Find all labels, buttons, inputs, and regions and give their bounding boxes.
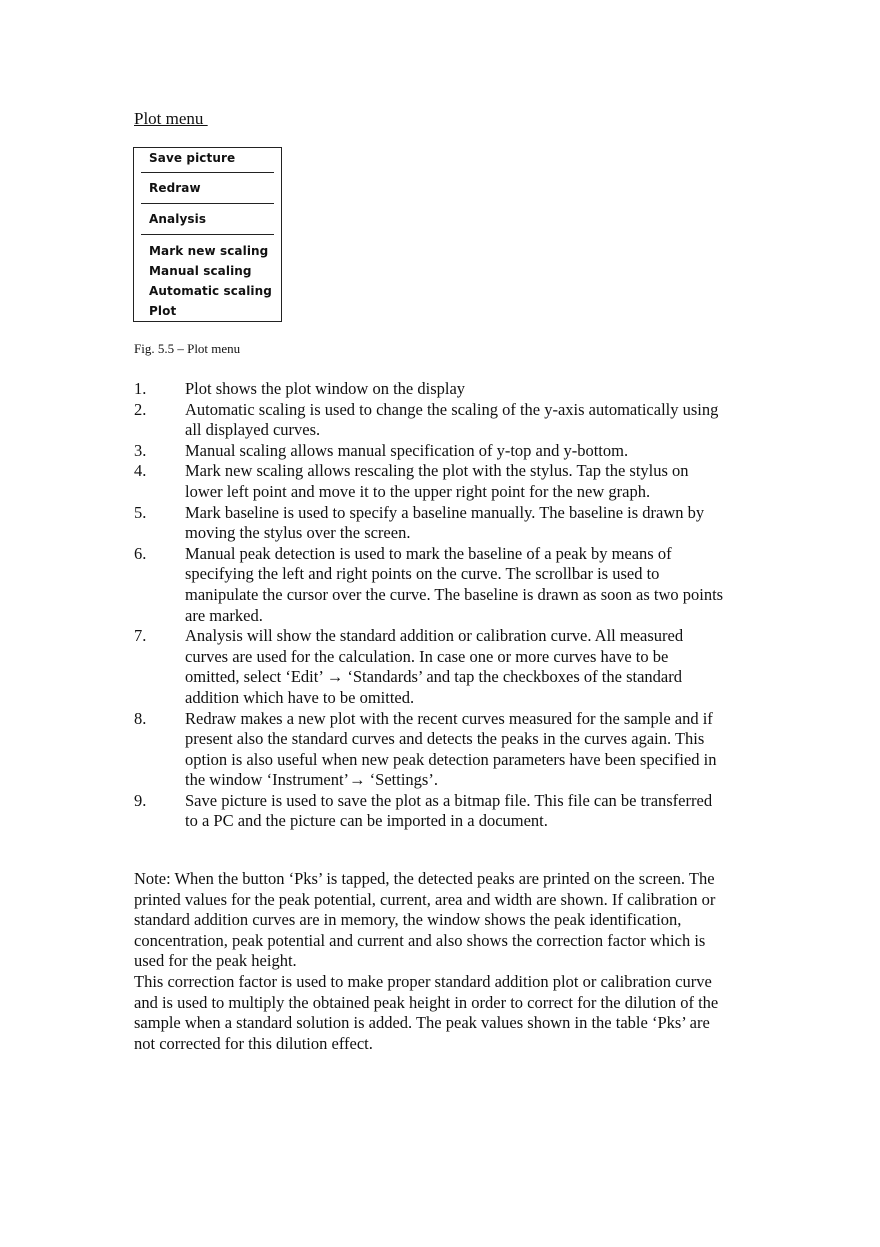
list-text: Plot shows the plot window on the display	[185, 379, 466, 398]
list-item	[134, 441, 724, 462]
list-number: 9.	[134, 790, 147, 810]
figure-caption: Fig. 5.5 – Plot menu	[134, 341, 241, 356]
list-item	[134, 400, 724, 441]
menu-separator	[141, 203, 274, 204]
list-number: 2.	[134, 399, 147, 419]
menu-item-save-picture[interactable]: Save picture	[149, 151, 236, 165]
note-section	[134, 869, 734, 1054]
list-number: 1.	[134, 379, 147, 398]
list-item	[134, 503, 724, 544]
menu-item-automatic-scaling[interactable]: Automatic scaling	[149, 284, 272, 298]
list-item	[134, 791, 724, 832]
list-text: Redraw makes a new plot with the recent curves measured for the sample and if present also the standard curves and detects the peaks in the curves again. This option is also useful when new peak detection parameters have been specified in the window ‘Instrument’→ ‘Settings’.	[185, 708, 717, 790]
plot-menu	[133, 147, 282, 322]
list-text: Automatic scaling is used to change the scaling of the y-axis automatically using all displayed curves.	[185, 399, 719, 440]
note-paragraph: Note: When the button ‘Pks’ is tapped, the detected peaks are printed on the screen. The printed values for the peak potential, current, area and width are shown. If calibration or standard addition curves are in memory, the window shows the peak identification, concentration, peak potential and current and also shows the correction factor which is used for the peak height.	[134, 869, 716, 971]
list-number: 6.	[134, 543, 147, 563]
list-number: 8.	[134, 708, 147, 728]
list-item	[134, 626, 724, 708]
list-text: Manual peak detection is used to mark the baseline of a peak by means of specifying the left and right points on the curve. The scrollbar is used to manipulate the cursor over the curve. The baseline is drawn as soon as two points are marked.	[185, 543, 724, 625]
note-paragraph: This correction factor is used to make proper standard addition plot or calibration curve and is used to multiply the obtained peak height in order to correct for the dilution of the sample when a standard solution is added. The peak values shown in the table ‘Pks’ are not corrected for this dilution effect.	[134, 971, 719, 1053]
menu-separator	[141, 234, 274, 235]
numbered-list	[134, 379, 724, 832]
menu-separator	[141, 172, 274, 173]
page-heading: Plot menu	[134, 109, 208, 128]
menu-item-manual-scaling[interactable]: Manual scaling	[149, 264, 252, 278]
list-item	[134, 379, 724, 400]
list-text: Mark baseline is used to specify a baseline manually. The baseline is drawn by moving the stylus over the screen.	[185, 502, 705, 543]
list-item	[134, 544, 724, 626]
list-text: Mark new scaling allows rescaling the plot with the stylus. Tap the stylus on lower left point and move it to the upper right point for the new graph.	[185, 461, 689, 501]
list-item	[134, 709, 724, 791]
list-item	[134, 461, 724, 502]
menu-item-redraw[interactable]: Redraw	[149, 181, 201, 195]
list-number: 3.	[134, 440, 147, 460]
list-number: 4.	[134, 461, 147, 481]
list-text: Analysis will show the standard addition or calibration curve. All measured curves are used for the calculation. In case one or more curves have to be omitted, select ‘Edit’ → ‘Standards’ and tap the checkboxes of the standard addition which have to be omitted.	[185, 626, 684, 707]
menu-item-analysis[interactable]: Analysis	[149, 212, 207, 226]
menu-item-plot[interactable]: Plot	[149, 304, 177, 318]
list-number: 5.	[134, 502, 147, 522]
list-text: Manual scaling allows manual specification of y-top and y-bottom.	[185, 440, 629, 460]
list-number: 7.	[134, 626, 147, 646]
menu-item-mark-new-scaling[interactable]: Mark new scaling	[149, 244, 269, 258]
list-text: Save picture is used to save the plot as a bitmap file. This file can be transferred to a PC and the picture can be imported in a document.	[185, 790, 713, 831]
